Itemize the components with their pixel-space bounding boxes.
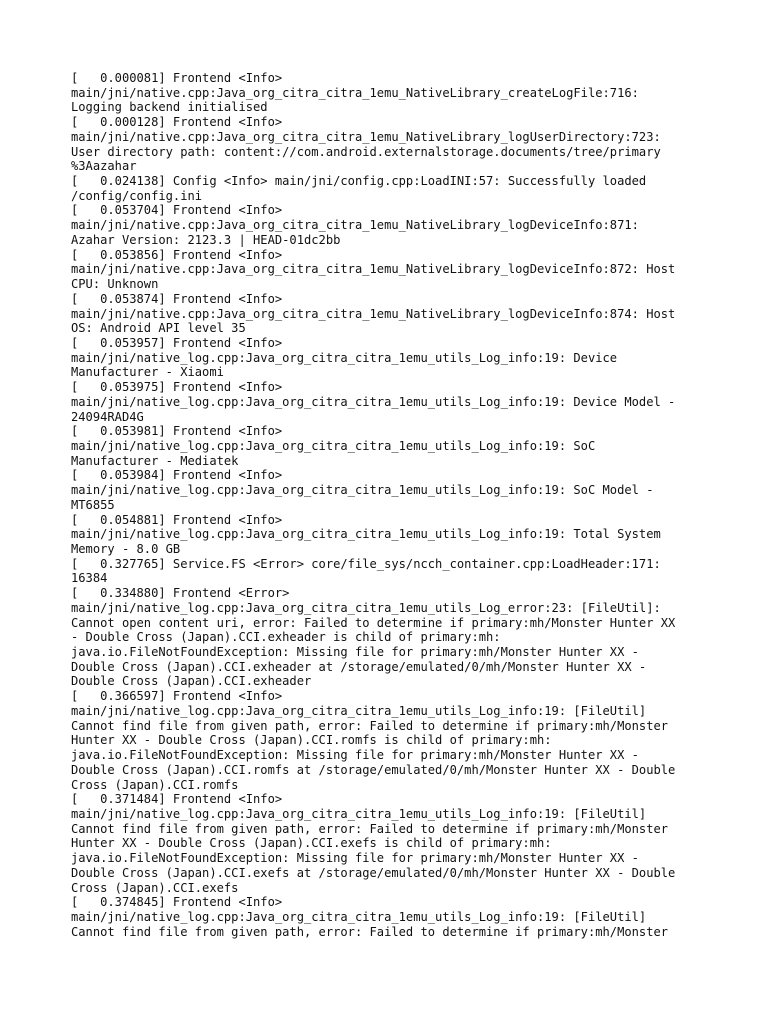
log-line: Memory - 8.0 GB: [71, 542, 181, 556]
log-line: [ 0.000081] Frontend <Info>: [71, 71, 283, 85]
log-line: Hunter XX - Double Cross (Japan).CCI.exefs is child of primary:mh:: [71, 836, 552, 851]
log-line: main/jni/native.cpp:Java_org_citra_citra_1emu_NativeLibrary_logDeviceInfo:871:: [71, 218, 639, 233]
log-line: [ 0.053874] Frontend <Info>: [71, 291, 283, 306]
log-line: main/jni/native.cpp:Java_org_citra_citra_1emu_NativeLibrary_createLogFile:716:: [71, 85, 639, 100]
log-line: [ 0.000128] Frontend <Info>: [71, 115, 283, 130]
log-line: [ 0.371484] Frontend <Info>: [71, 792, 283, 807]
log-line: Cannot open content uri, error: Failed to determine if primary:mh/Monster Hunter XX: [71, 615, 676, 630]
log-line: User directory path: content://com.android.externalstorage.documents/tree/primary: [71, 144, 661, 159]
log-line: Hunter XX - Double Cross (Japan).CCI.romfs is child of primary:mh:: [71, 733, 552, 748]
log-line: main/jni/native.cpp:Java_org_citra_citra_1emu_NativeLibrary_logDeviceInfo:872: Host: [71, 262, 676, 277]
log-line: [ 0.053984] Frontend <Info>: [71, 468, 283, 483]
log-line: OS: Android API level 35: [71, 321, 246, 336]
log-line: main/jni/native_log.cpp:Java_org_citra_citra_1emu_utils_Log_info:19: Device: [71, 350, 618, 365]
log-line: main/jni/native_log.cpp:Java_org_citra_citra_1emu_utils_Log_info:19: [FileUtil]: [71, 703, 647, 718]
log-line: main/jni/native_log.cpp:Java_org_citra_citra_1emu_utils_Log_info:19: Device Model -: [71, 394, 676, 409]
log-line: Double Cross (Japan).CCI.exheader: [71, 674, 312, 689]
log-line: Double Cross (Japan).CCI.exefs at /storage/emulated/0/mh/Monster Hunter XX - Double: [71, 865, 676, 880]
log-line: [ 0.374845] Frontend <Info>: [71, 895, 283, 910]
log-line: Double Cross (Japan).CCI.exheader at /storage/emulated/0/mh/Monster Hunter XX -: [71, 659, 647, 674]
log-line: main/jni/native_log.cpp:Java_org_citra_citra_1emu_utils_Log_info:19: [FileUtil]: [71, 909, 647, 924]
log-line: CPU: Unknown: [71, 277, 159, 292]
log-line: 16384: [71, 571, 108, 586]
log-line: main/jni/native.cpp:Java_org_citra_citra_1emu_NativeLibrary_logUserDirectory:723:: [71, 129, 661, 144]
log-line: [ 0.334880] Frontend <Error>: [71, 586, 290, 601]
log-line: java.io.FileNotFoundException: Missing file for primary:mh/Monster Hunter XX -: [71, 748, 639, 763]
log-line: Logging backend initialised: [71, 100, 268, 115]
log-line: Manufacturer - Mediatek: [71, 453, 239, 468]
log-line: main/jni/native.cpp:Java_org_citra_citra_1emu_NativeLibrary_logDeviceInfo:874: Host: [71, 306, 676, 321]
log-line: main/jni/native_log.cpp:Java_org_citra_citra_1emu_utils_Log_error:23: [FileUtil]:: [71, 600, 661, 615]
log-text-block: [71, 71, 711, 939]
log-line: [ 0.053957] Frontend <Info>: [71, 335, 283, 350]
log-line: main/jni/native_log.cpp:Java_org_citra_citra_1emu_utils_Log_info:19: [FileUtil]: [71, 806, 647, 821]
log-line: main/jni/native_log.cpp:Java_org_citra_citra_1emu_utils_Log_info:19: SoC Model -: [71, 483, 654, 498]
log-line: java.io.FileNotFoundException: Missing file for primary:mh/Monster Hunter XX -: [71, 645, 639, 660]
log-line: [ 0.053981] Frontend <Info>: [71, 424, 283, 439]
log-line: Cannot find file from given path, error: Failed to determine if primary:mh/Monster: [71, 821, 669, 836]
log-line: Cross (Japan).CCI.romfs: [71, 777, 239, 792]
log-line: [ 0.053704] Frontend <Info>: [71, 203, 283, 218]
log-line: [ 0.024138] Config <Info> main/jni/config.cpp:LoadINI:57: Successfully loaded: [71, 174, 647, 189]
log-line: main/jni/native_log.cpp:Java_org_citra_citra_1emu_utils_Log_info:19: SoC: [71, 438, 596, 453]
log-line: Manufacturer - Xiaomi: [71, 365, 224, 380]
log-line: Azahar Version: 2123.3 | HEAD-01dc2bb: [71, 232, 341, 247]
log-line: Cannot find file from given path, error: Failed to determine if primary:mh/Monster: [71, 924, 669, 939]
log-line: Cross (Japan).CCI.exefs: [71, 880, 239, 895]
log-line: MT6855: [71, 497, 115, 512]
log-line: [ 0.053856] Frontend <Info>: [71, 247, 283, 262]
log-line: 24094RAD4G: [71, 409, 144, 424]
log-line: %3Aazahar: [71, 159, 137, 174]
log-line: Cannot find file from given path, error: Failed to determine if primary:mh/Monster: [71, 718, 669, 733]
log-line: [ 0.053975] Frontend <Info>: [71, 380, 283, 395]
log-line: [ 0.054881] Frontend <Info>: [71, 512, 283, 527]
log-line: - Double Cross (Japan).CCI.exheader is child of primary:mh:: [71, 630, 501, 645]
log-line: java.io.FileNotFoundException: Missing file for primary:mh/Monster Hunter XX -: [71, 851, 639, 866]
log-line: Double Cross (Japan).CCI.romfs at /storage/emulated/0/mh/Monster Hunter XX - Double: [71, 762, 676, 777]
log-line: main/jni/native_log.cpp:Java_org_citra_citra_1emu_utils_Log_info:19: Total System: [71, 527, 661, 542]
log-line: [ 0.327765] Service.FS <Error> core/file_sys/ncch_container.cpp:LoadHeader:171:: [71, 556, 661, 571]
log-line: [ 0.366597] Frontend <Info>: [71, 689, 283, 704]
log-line: /config/config.ini: [71, 188, 203, 203]
